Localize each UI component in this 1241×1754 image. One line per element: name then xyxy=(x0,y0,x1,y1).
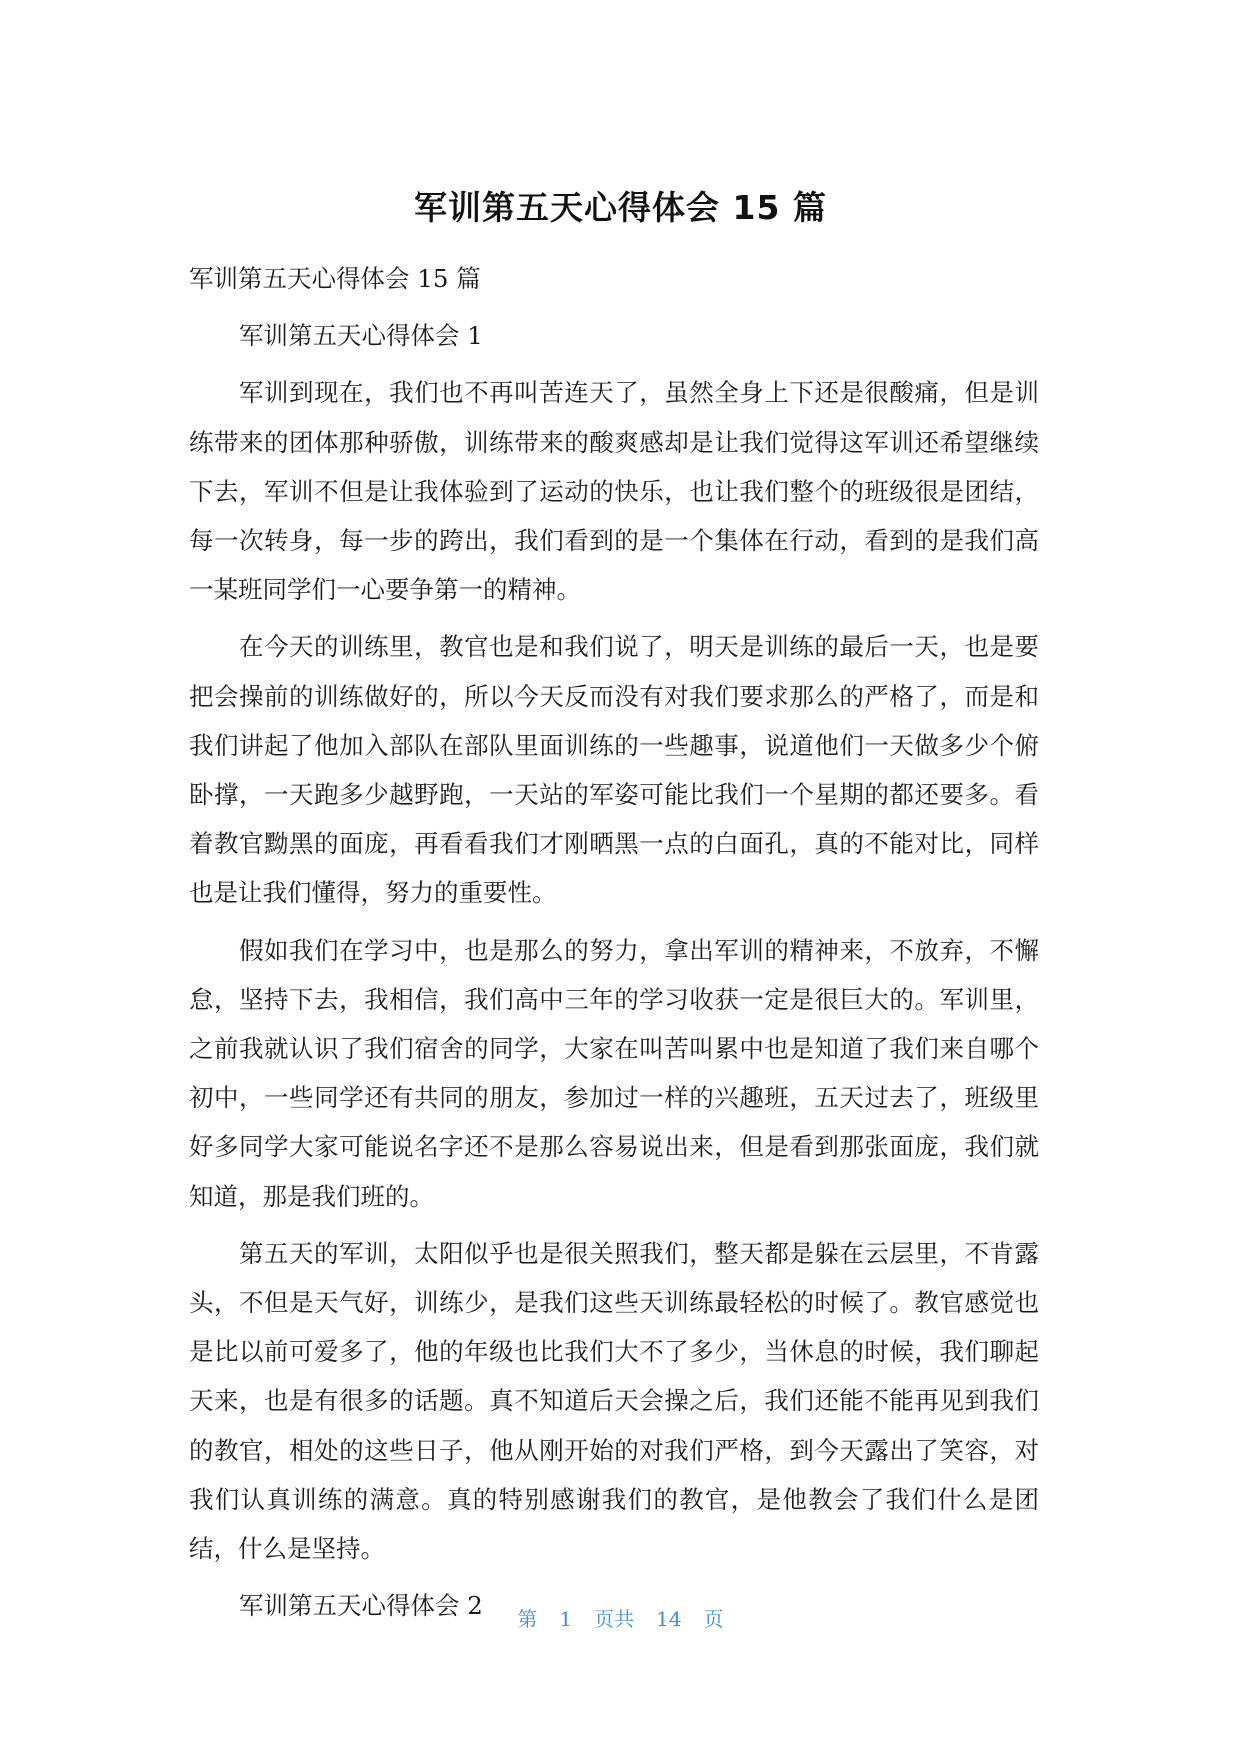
footer-label-page: 第 xyxy=(517,1607,538,1631)
footer-total-pages: 14 xyxy=(656,1607,682,1631)
footer-label-end: 页 xyxy=(703,1607,724,1631)
footer-current-page: 1 xyxy=(559,1607,573,1631)
intro-line: 军训第五天心得体会 15 篇 xyxy=(189,264,481,293)
section-heading-1: 军训第五天心得体会 1 xyxy=(239,321,483,351)
section-heading-2: 军训第五天心得体会 2 xyxy=(239,1591,483,1621)
document-body xyxy=(189,254,1039,1638)
page-footer xyxy=(0,1604,1241,1634)
document-title: 军训第五天心得体会 15 篇 xyxy=(414,188,827,227)
paragraph-2: 在今天的训练里，教官也是和我们说了，明天是训练的最后一天，也是要把会操前的训练做好的，所以今天反而没有对我们要求那么的严格了，而是和我们讲起了他加入部队在部队里面训练的一些趣事，说道他们一天做多少个俯卧撑，一天跑多少越野跑，一天站的军姿可能比我们一个星期的都还要多。看着教官黝黑的面庞，再看看我们才刚晒黑一点的白面孔，真的不能对比，同样也是让我们懂得，努力的重要性。 xyxy=(189,632,1039,908)
footer-label-of: 页共 xyxy=(594,1607,635,1631)
paragraph-4: 第五天的军训，太阳似乎也是很关照我们，整天都是躲在云层里，不肯露头，不但是天气好，训练少，是我们这些天训练最轻松的时候了。教官感觉也是比以前可爱多了，他的年级也比我们大不了多少，当休息的时候，我们聊起天来，也是有很多的话题。真不知道后天会操之后，我们还能不能再见到我们的教官，相处的这些日子，他从刚开始的对我们严格，到今天露出了笑容，对我们认真训练的满意。真的特别感谢我们的教官，是他教会了我们什么是团结，什么是坚持。 xyxy=(189,1238,1039,1564)
paragraph-1: 军训到现在，我们也不再叫苦连天了，虽然全身上下还是很酸痛，但是训练带来的团体那种骄傲，训练带来的酸爽感却是让我们觉得这军训还希望继续下去，军训不但是让我体验到了运动的快乐，也让我们整个的班级很是团结，每一次转身，每一步的跨出，我们看到的是一个集体在行动，看到的是我们高一某班同学们一心要争第一的精神。 xyxy=(189,378,1039,605)
paragraph-3: 假如我们在学习中，也是那么的努力，拿出军训的精神来，不放弃，不懈怠，坚持下去，我相信，我们高中三年的学习收获一定是很巨大的。军训里，之前我就认识了我们宿舍的同学，大家在叫苦叫累中也是知道了我们来自哪个初中，一些同学还有共同的朋友，参加过一样的兴趣班，五天过去了，班级里好多同学大家可能说名字还不是那么容易说出来，但是看到那张面庞，我们就知道，那是我们班的。 xyxy=(189,935,1039,1211)
